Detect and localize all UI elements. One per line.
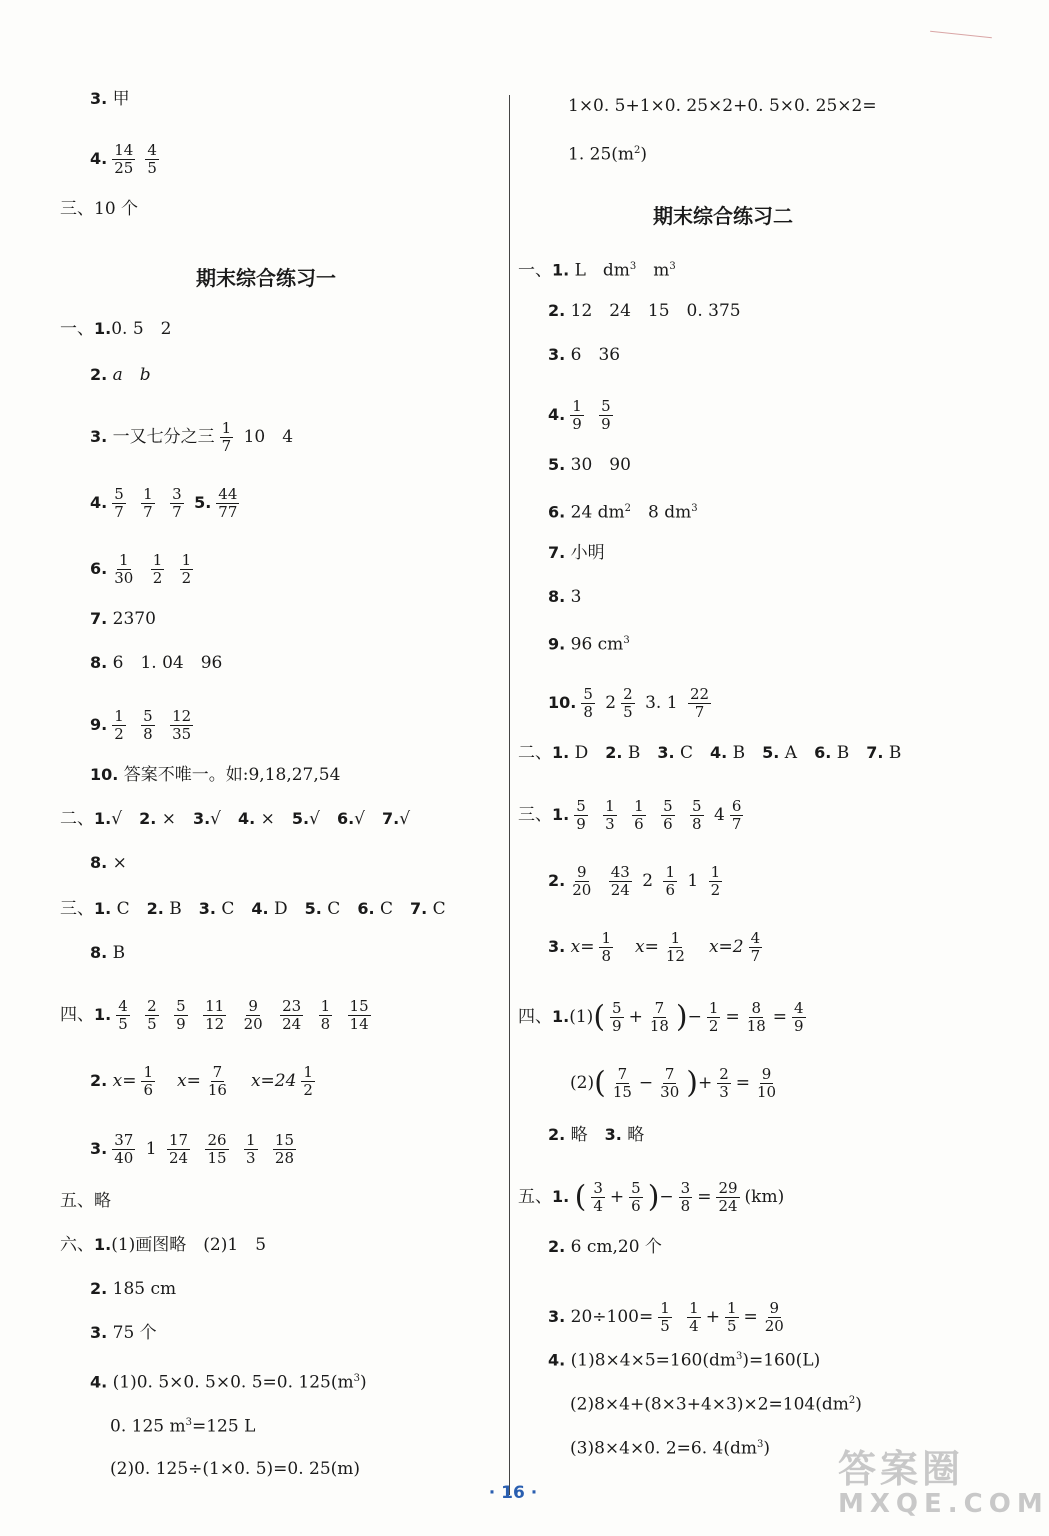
fraction: $\frac{2}{5}$: [147, 997, 157, 1033]
a8: 8. 3: [548, 587, 582, 607]
e4-2: $(2)8\times 4+(8\times 3+4\times 3)\times 2=104(dm^2)$: [570, 1394, 862, 1415]
fraction: $\frac{5}{9}$: [176, 997, 186, 1033]
s2-row1: 二、1.√ 2. × 3.√ 4. × 5.√ 6.√ 7.√: [60, 809, 411, 829]
a9: 9. 96 $cm^3$: [548, 634, 630, 655]
s1-q7: 7. 2370: [90, 609, 156, 629]
section-3-answer: 三、10 个: [60, 199, 139, 219]
watermark-url: MXQE.COM: [838, 1489, 1049, 1519]
fraction: $\frac{5}{8}$: [692, 797, 702, 833]
s1-q1: 一、1.0. 5 2: [60, 319, 172, 339]
watermark-text: 答案圈: [838, 1447, 965, 1491]
a2: 2. 12 24 15 0. 375: [548, 301, 741, 321]
corner-mark: [930, 31, 992, 38]
a7: 7. 小明: [548, 543, 605, 563]
s6-q1: 六、1.(1)画图略 (2)1 5: [60, 1235, 267, 1255]
d2-d3: 2. 略 3. 略: [548, 1125, 645, 1145]
fraction: $\frac{4}{5}$: [118, 997, 128, 1033]
s1-q2: 2. a b: [90, 365, 151, 385]
fraction: $\frac{11}{12}$: [205, 997, 225, 1033]
e4-3: (3)8×4×0. 2=6. $4(dm^3)$: [570, 1438, 770, 1459]
e4-1: 4. $(1)8\times 4\times 5=160(dm^3)=160(L)$: [548, 1350, 821, 1371]
s4-q2: 2. x= $\frac{1}{6}$ x= $\frac{7}{16}$ x=24 $\frac{1}{2}$: [90, 1063, 313, 1099]
s1-q3: 3. 一又七分之三 $\frac{1}{7}$ 10 4: [90, 419, 294, 455]
column-divider: [509, 95, 510, 1495]
b-row: 二、1. D 2. B 3. C 4. B 5. A 6. B 7. B: [518, 743, 902, 763]
answer-4-fractions: 4. $\frac{14}{25}$ $\frac{4}{5}$: [90, 141, 157, 177]
s5: 五、略: [60, 1191, 111, 1211]
answer-3-jia: 3. 甲: [90, 89, 130, 109]
r-continue-1: 1×0. 5+1×0. 25×2+0. 5×0. 25×2=: [568, 96, 877, 116]
s6-q3: 3. 75 个: [90, 1323, 157, 1343]
s6-q4: 4. (1)0. 5×0. 5×0. 5=0. $125(m^3)$: [90, 1372, 367, 1393]
fraction: $\frac{1}{3}$: [605, 797, 615, 833]
fraction: $\frac{9}{20}$: [243, 997, 263, 1033]
r-continue-2: 1. $25(m^2)$: [568, 144, 648, 165]
fraction: $\frac{5}{6}$: [663, 797, 673, 833]
c1: 三、1. $\frac{5}{9}$ $\frac{1}{3}$ $\frac{1}{6}$ $\frac{5}{6}$ $\frac{5}{8}$ 4 $\frac{6}{7}$: [518, 797, 742, 833]
exercise-title-1: 期末综合练习一: [196, 266, 336, 290]
e3: 3. 20÷100= $\frac{1}{5}$ $\frac{1}{4}$ + $\frac{1}{5}$ = $\frac{9}{20}$: [548, 1299, 784, 1335]
fraction: $\frac{23}{24}$: [282, 997, 302, 1033]
s1-q6: 6. $\frac{1}{30}$ $\frac{1}{2}$ $\frac{1}{2}$: [90, 551, 192, 587]
s1-q9: 9. $\frac{1}{2}$ $\frac{5}{8}$ $\frac{12}{35}$: [90, 707, 192, 743]
a1: 一、1. L $dm^3$ $m^3$: [518, 260, 676, 281]
watermark-logo: [838, 1448, 1049, 1518]
s1-q4-q5: 4. $\frac{5}{7}$ $\frac{1}{7}$ $\frac{3}{7}$ 5. $\frac{44}{77}$: [90, 485, 238, 521]
s6-q4-conversion: 0. 125 $m^3=125$ L: [110, 1416, 256, 1437]
s6-q2: 2. 185 cm: [90, 1279, 177, 1299]
d1-2: (2)( $\frac{7}{15}$ − $\frac{7}{30}$ )+ $\frac{2}{3}$ = $\frac{9}{10}$: [570, 1065, 777, 1101]
fraction: $\frac{1}{6}$: [634, 797, 644, 833]
fraction: $\frac{5}{9}$: [576, 797, 586, 833]
s2-row2: 8. ×: [90, 853, 127, 873]
fraction: $\frac{15}{14}$: [349, 997, 369, 1033]
s3-row2: 8. B: [90, 943, 126, 963]
s1-q10: 10. 答案不唯一。如:9,18,27,54: [90, 765, 341, 785]
s3-row1: 三、1. C 2. B 3. C 4. D 5. C 6. C 7. C: [60, 899, 446, 919]
fraction: $\frac{1}{8}$: [320, 997, 331, 1033]
s6-q4-part2: (2)0. 125÷(1×0. 5)=0. 25(m): [110, 1459, 361, 1479]
a3: 3. 6 36: [548, 345, 621, 365]
a10: 10. $\frac{5}{8}$ 2 $\frac{2}{5}$ 3. 1 $\frac{22}{7}$: [548, 685, 710, 721]
e1: 五、1. ( $\frac{3}{4}$ + $\frac{5}{6}$ )− $\frac{3}{8}$ = $\frac{29}{24}$ (km): [518, 1179, 785, 1215]
c3: 3. x= $\frac{1}{8}$ x= $\frac{1}{12}$ x=2 $\frac{4}{7}$: [548, 929, 761, 965]
e2: 2. 6 cm,20 个: [548, 1237, 662, 1257]
a6: 6. 24 $dm^2$ 8 $dm^3$: [548, 502, 698, 523]
d1-1: 四、1.(1)( $\frac{5}{9}$ + $\frac{7}{18}$ )− $\frac{1}{2}$ = $\frac{8}{18}$ = $\frac{4}{9}$: [518, 999, 804, 1035]
c2: 2. $\frac{9}{20}$ $\frac{43}{24}$ 2 $\frac{1}{6}$ 1 $\frac{1}{2}$: [548, 863, 721, 899]
s1-q8: 8. 6 1. 04 96: [90, 653, 223, 673]
s4-q1: 四、1. $\frac{4}{5}$ $\frac{2}{5}$ $\frac{5}{9}$ $\frac{11}{12}$ $\frac{9}{20}$ $\frac{23}{24}$ $\frac{1}{8}$ $\frac{15}{14}$: [60, 997, 369, 1033]
a4: 4. $\frac{1}{9}$ $\frac{5}{9}$: [548, 397, 611, 433]
page-number: · 16 ·: [488, 1483, 538, 1503]
exercise-title-2: 期末综合练习二: [653, 204, 793, 228]
s4-q3: 3. $\frac{37}{40}$ 1 $\frac{17}{24}$ $\frac{26}{15}$ $\frac{1}{3}$ $\frac{15}{28}$: [90, 1131, 294, 1167]
a5: 5. 30 90: [548, 455, 631, 475]
